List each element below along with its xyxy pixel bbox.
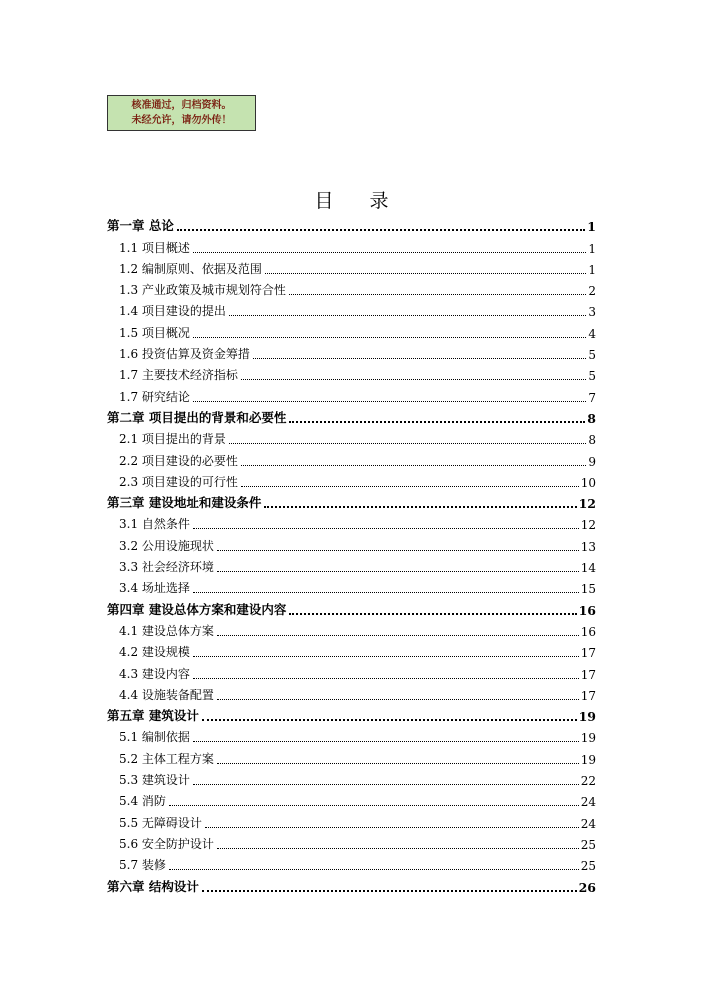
toc-page-number: 1 (588, 262, 596, 277)
dot-leader (264, 506, 576, 508)
toc-entry-label: 4.3 建设内容 (119, 666, 190, 681)
notice-line-2: 未经允许，请勿外传！ (131, 115, 232, 126)
toc-section-entry[interactable] (107, 235, 596, 256)
toc-page-number: 14 (580, 561, 596, 576)
dot-leader (217, 848, 579, 849)
toc-section-entry[interactable] (107, 619, 596, 640)
toc-entry-label: 1.1 项目概述 (119, 240, 190, 255)
dot-leader (205, 827, 579, 828)
dot-leader (202, 890, 577, 892)
toc-page-number: 12 (578, 496, 596, 512)
toc-page-number: 8 (587, 410, 596, 426)
toc-page-number: 25 (580, 859, 596, 874)
toc-entry-label: 1.2 编制原则、依据及范围 (119, 261, 262, 276)
toc-page-number: 1 (587, 219, 596, 235)
toc-section-entry[interactable] (107, 384, 596, 405)
dot-leader (229, 443, 586, 444)
dot-leader (177, 229, 585, 231)
toc-page-number: 19 (578, 709, 596, 725)
dot-leader (169, 805, 579, 806)
toc-section-entry[interactable] (107, 555, 596, 576)
toc-section-entry[interactable] (107, 427, 596, 448)
toc-entry-label: 5.3 建筑设计 (119, 773, 190, 788)
toc-section-entry[interactable] (107, 768, 596, 789)
toc-entry-label: 4.1 建设总体方案 (119, 623, 214, 638)
dot-leader (289, 421, 585, 423)
toc-page-number: 8 (588, 433, 596, 448)
toc-entry-label: 4.2 建设规模 (119, 645, 190, 660)
toc-section-entry[interactable] (107, 746, 596, 767)
toc-entry-label: 4.4 设施装备配置 (119, 687, 214, 702)
toc-entry-label: 5.2 主体工程方案 (119, 751, 214, 766)
dot-leader (253, 358, 586, 359)
toc-entry-label: 1.6 投资估算及资金筹措 (119, 347, 250, 362)
toc-section-entry[interactable] (107, 299, 596, 320)
toc-page-number: 17 (580, 646, 596, 661)
toc-section-entry[interactable] (107, 683, 596, 704)
toc-entry-label: 1.5 项目概况 (119, 325, 190, 340)
dot-leader (217, 635, 579, 636)
dot-leader (193, 656, 579, 657)
toc-entry-label: 第一章 总论 (107, 218, 174, 234)
toc-entry-label: 2.2 项目建设的必要性 (119, 453, 238, 468)
toc-page-number: 4 (588, 326, 596, 341)
toc-entry-label: 第五章 建筑设计 (107, 708, 199, 724)
toc-chapter-entry[interactable] (107, 597, 596, 618)
toc-section-entry[interactable] (107, 342, 596, 363)
dot-leader (241, 486, 579, 487)
toc-section-entry[interactable] (107, 661, 596, 682)
toc-chapter-entry[interactable] (107, 214, 596, 235)
toc-section-entry[interactable] (107, 257, 596, 278)
toc-entry-label: 2.1 项目提出的背景 (119, 432, 226, 447)
dot-leader (217, 763, 579, 764)
toc-entry-label: 1.7 研究结论 (119, 389, 190, 404)
toc-section-entry[interactable] (107, 278, 596, 299)
toc-page-number: 1 (588, 241, 596, 256)
toc-entry-label: 5.5 无障碍设计 (119, 815, 202, 830)
confidential-notice-box (107, 95, 256, 131)
toc-entry-label: 3.2 公用设施现状 (119, 538, 214, 553)
toc-page-number: 9 (588, 454, 596, 469)
toc-page-number: 17 (580, 667, 596, 682)
toc-page-number: 15 (580, 582, 596, 597)
dot-leader (193, 252, 586, 253)
toc-entry-label: 2.3 项目建设的可行性 (119, 474, 238, 489)
toc-section-entry[interactable] (107, 810, 596, 831)
toc-entry-label: 第三章 建设地址和建设条件 (107, 495, 262, 511)
toc-section-entry[interactable] (107, 789, 596, 810)
dot-leader (217, 550, 579, 551)
toc-entry-label: 3.4 场址选择 (119, 581, 190, 596)
toc-page-number: 2 (588, 284, 596, 299)
toc-title: 目录 (314, 190, 425, 212)
toc-page-number: 12 (580, 518, 596, 533)
toc-entry-label: 5.4 消防 (119, 794, 166, 809)
toc-entry-label: 1.3 产业政策及城市规划符合性 (119, 283, 286, 298)
toc-chapter-entry[interactable] (107, 874, 596, 895)
toc-entry-label: 第六章 结构设计 (107, 878, 199, 894)
toc-page-number: 22 (580, 774, 596, 789)
toc-entry-label: 第二章 项目提出的背景和必要性 (107, 409, 287, 425)
dot-leader (193, 528, 579, 529)
toc-page-number: 3 (588, 305, 596, 320)
toc-section-entry[interactable] (107, 512, 596, 533)
dot-leader (169, 869, 579, 870)
toc-entry-label: 1.4 项目建设的提出 (119, 304, 226, 319)
dot-leader (193, 401, 586, 402)
toc-entry-label: 3.3 社会经济环境 (119, 560, 214, 575)
dot-leader (217, 571, 579, 572)
toc-page-number: 13 (580, 539, 596, 554)
toc-page-number: 16 (578, 602, 596, 618)
toc-section-entry[interactable] (107, 832, 596, 853)
dot-leader (202, 719, 577, 721)
toc-entry-label: 5.1 编制依据 (119, 730, 190, 745)
toc-section-entry[interactable] (107, 640, 596, 661)
table-of-contents (107, 214, 596, 896)
toc-section-entry[interactable] (107, 725, 596, 746)
dot-leader (193, 337, 586, 338)
toc-page-number: 5 (588, 369, 596, 384)
dot-leader (289, 613, 576, 615)
dot-leader (217, 699, 579, 700)
dot-leader (289, 294, 586, 295)
toc-chapter-entry[interactable] (107, 406, 596, 427)
toc-section-entry[interactable] (107, 576, 596, 597)
toc-page-number: 24 (580, 795, 596, 810)
toc-entry-label: 3.1 自然条件 (119, 517, 190, 532)
toc-page-number: 26 (578, 879, 596, 895)
toc-entry-label: 1.7 主要技术经济指标 (119, 368, 238, 383)
notice-line-1: 核准通过，归档资料。 (131, 100, 232, 111)
toc-page-number: 17 (580, 688, 596, 703)
toc-page-number: 5 (588, 348, 596, 363)
toc-chapter-entry[interactable] (107, 704, 596, 725)
dot-leader (193, 741, 579, 742)
dot-leader (193, 784, 579, 785)
dot-leader (241, 465, 586, 466)
toc-chapter-entry[interactable] (107, 491, 596, 512)
dot-leader (229, 315, 586, 316)
toc-page-number: 10 (580, 475, 596, 490)
toc-page-number: 7 (588, 390, 596, 405)
toc-page-number: 16 (580, 624, 596, 639)
toc-entry-label: 5.6 安全防护设计 (119, 836, 214, 851)
toc-section-entry[interactable] (107, 853, 596, 874)
dot-leader (193, 678, 579, 679)
toc-section-entry[interactable] (107, 448, 596, 469)
dot-leader (241, 379, 586, 380)
dot-leader (193, 592, 579, 593)
toc-section-entry[interactable] (107, 533, 596, 554)
toc-section-entry[interactable] (107, 320, 596, 341)
toc-page-number: 25 (580, 837, 596, 852)
toc-page-number: 24 (580, 816, 596, 831)
toc-page-number: 19 (580, 752, 596, 767)
toc-entry-label: 5.7 装修 (119, 858, 166, 873)
toc-entry-label: 第四章 建设总体方案和建设内容 (107, 601, 287, 617)
dot-leader (265, 273, 586, 274)
toc-section-entry[interactable] (107, 363, 596, 384)
toc-page-number: 19 (580, 731, 596, 746)
toc-section-entry[interactable] (107, 470, 596, 491)
